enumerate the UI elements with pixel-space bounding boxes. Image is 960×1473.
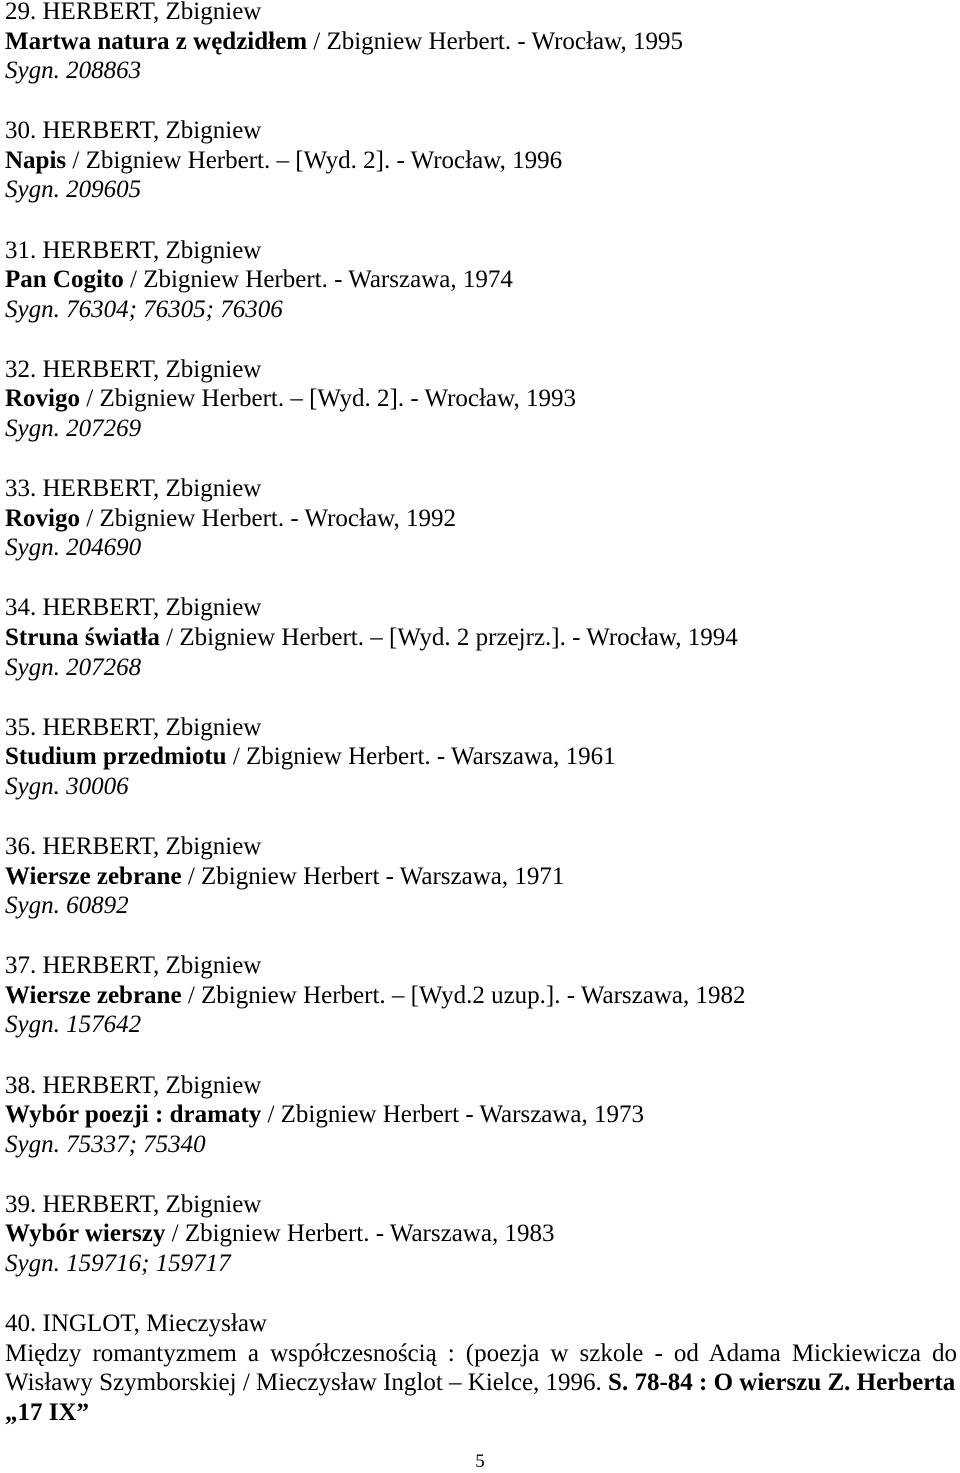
entry-number: 31. [5, 236, 37, 264]
entry-number: 33. [5, 475, 37, 503]
entry-heading [5, 236, 957, 266]
catalog-entry-last [5, 1309, 957, 1427]
entry-signature: Sygn. 30006 [5, 772, 129, 800]
entry-statement: / Zbigniew Herbert. - Wrocław, 1992 [80, 504, 456, 532]
entry-title: Rovigo [5, 504, 80, 532]
page-number: 5 [475, 1451, 485, 1472]
entry-title-line [5, 27, 957, 57]
entry-number: 35. [5, 713, 37, 741]
catalog-entry [5, 713, 957, 802]
entry-title-line [5, 623, 957, 653]
entry-title-line [5, 1219, 957, 1249]
entry-part-reference: S. 78-84 : O wierszu Z. Herberta [608, 1369, 956, 1397]
entry-title: Wiersze zebrane [5, 862, 182, 890]
entry-author: HERBERT, Zbigniew [42, 1071, 262, 1099]
entry-heading [5, 593, 957, 623]
entry-author: HERBERT, Zbigniew [42, 713, 262, 741]
entry-statement: / Zbigniew Herbert. – [Wyd. 2]. - Wrocław, 1996 [66, 146, 563, 174]
entry-title: Wybór wierszy [5, 1220, 166, 1248]
entry-signature: Sygn. 159716; 159717 [5, 1250, 231, 1277]
entry-heading [5, 0, 957, 27]
entry-heading [5, 1309, 957, 1339]
entry-number: 29. [5, 0, 37, 25]
entry-title-line [5, 504, 957, 534]
catalog-entry [5, 0, 957, 86]
entry-heading [5, 832, 957, 862]
entry-author: HERBERT, Zbigniew [42, 0, 262, 25]
entry-number: 30. [5, 117, 37, 145]
entry-number: 37. [5, 952, 37, 980]
entry-author: HERBERT, Zbigniew [42, 117, 262, 145]
entry-number: 38. [5, 1071, 37, 1099]
entry-title: Wiersze zebrane [5, 981, 182, 1009]
entry-title-line [5, 384, 957, 414]
entry-title: Wybór poezji : dramaty [5, 1101, 262, 1129]
entry-author: HERBERT, Zbigniew [42, 832, 262, 860]
catalog-entries [5, 0, 957, 1458]
entry-heading [5, 951, 957, 981]
entry-number: 39. [5, 1190, 37, 1218]
entry-title-line [5, 742, 957, 772]
entry-statement: / Zbigniew Herbert. - Warszawa, 1974 [123, 266, 513, 294]
catalog-entry [5, 951, 957, 1040]
entry-signature: Sygn. 76304; 76305; 76306 [5, 295, 283, 323]
entry-title: Napis [5, 146, 67, 174]
entry-author: HERBERT, Zbigniew [42, 594, 262, 622]
entry-signature: Sygn. 75337; 75340 [5, 1130, 206, 1158]
entry-statement: / Zbigniew Herbert. - Wrocław, 1995 [307, 27, 683, 55]
entry-signature: Sygn. 204690 [5, 534, 142, 562]
catalog-entry [5, 593, 957, 682]
entry-statement: / Zbigniew Herbert. – [Wyd. 2 przejrz.]. - Wrocław, 1994 [159, 624, 738, 651]
entry-signature: Sygn. 60892 [5, 892, 129, 920]
entry-number: 32. [5, 355, 37, 383]
entry-author: HERBERT, Zbigniew [42, 1190, 262, 1218]
catalog-entry [5, 355, 957, 444]
entry-signature: Sygn. 208863 [5, 57, 142, 85]
catalog-entry [5, 832, 957, 921]
catalog-entry [5, 474, 957, 563]
entry-statement: / Zbigniew Herbert. - Warszawa, 1983 [165, 1220, 555, 1248]
entry-title-line [5, 862, 957, 892]
entry-number: 40. [5, 1310, 37, 1338]
entry-author: HERBERT, Zbigniew [42, 952, 262, 980]
entry-signature: Sygn. 209605 [5, 176, 142, 204]
catalog-entry [5, 236, 957, 325]
entry-title: Studium przedmiotu [5, 743, 227, 771]
entry-signature: Sygn. 207268 [5, 653, 142, 681]
entry-title-line [5, 146, 957, 176]
entry-statement: / Zbigniew Herbert. - Warszawa, 1961 [226, 743, 616, 771]
entry-number: 34. [5, 594, 37, 622]
entry-heading [5, 1190, 957, 1220]
entry-heading [5, 1071, 957, 1101]
entry-author: HERBERT, Zbigniew [42, 236, 262, 264]
entry-statement: / Zbigniew Herbert. – [Wyd.2 uzup.]. - Warszawa, 1982 [181, 981, 746, 1009]
catalog-entry [5, 1190, 957, 1279]
catalog-entry [5, 116, 957, 205]
entry-title-line [5, 981, 957, 1011]
entry-author: HERBERT, Zbigniew [42, 475, 262, 503]
entry-description-text: Między romantyzmem a współczesnością : (poezja w szkole - od Adama Mickiewicza do Wisławy Szymborskiej / Mieczysław Inglot – Kielce, 1996. [5, 1339, 957, 1397]
entry-author: INGLOT, Mieczysław [42, 1310, 267, 1338]
entry-number: 36. [5, 832, 37, 860]
entry-heading [5, 474, 957, 504]
entry-date-note: „17 IX” [5, 1398, 90, 1426]
entry-statement: / Zbigniew Herbert. – [Wyd. 2]. - Wrocław, 1993 [80, 385, 576, 413]
entry-title: Pan Cogito [5, 266, 124, 294]
entry-title: Martwa natura z wędzidłem [5, 27, 308, 55]
entry-title-line [5, 265, 957, 295]
entry-signature: Sygn. 207269 [5, 415, 142, 443]
entry-heading [5, 713, 957, 743]
entry-title-line [5, 1100, 957, 1130]
entry-author: HERBERT, Zbigniew [42, 355, 262, 383]
entry-statement: / Zbigniew Herbert - Warszawa, 1971 [181, 862, 565, 890]
entry-signature: Sygn. 157642 [5, 1011, 142, 1039]
entry-heading [5, 116, 957, 146]
catalog-entry [5, 1071, 957, 1160]
entry-title: Rovigo [5, 385, 80, 413]
entry-title: Struna światła [5, 624, 160, 651]
entry-heading [5, 355, 957, 385]
entry-description [5, 1339, 957, 1428]
entry-statement: / Zbigniew Herbert - Warszawa, 1973 [261, 1101, 645, 1129]
